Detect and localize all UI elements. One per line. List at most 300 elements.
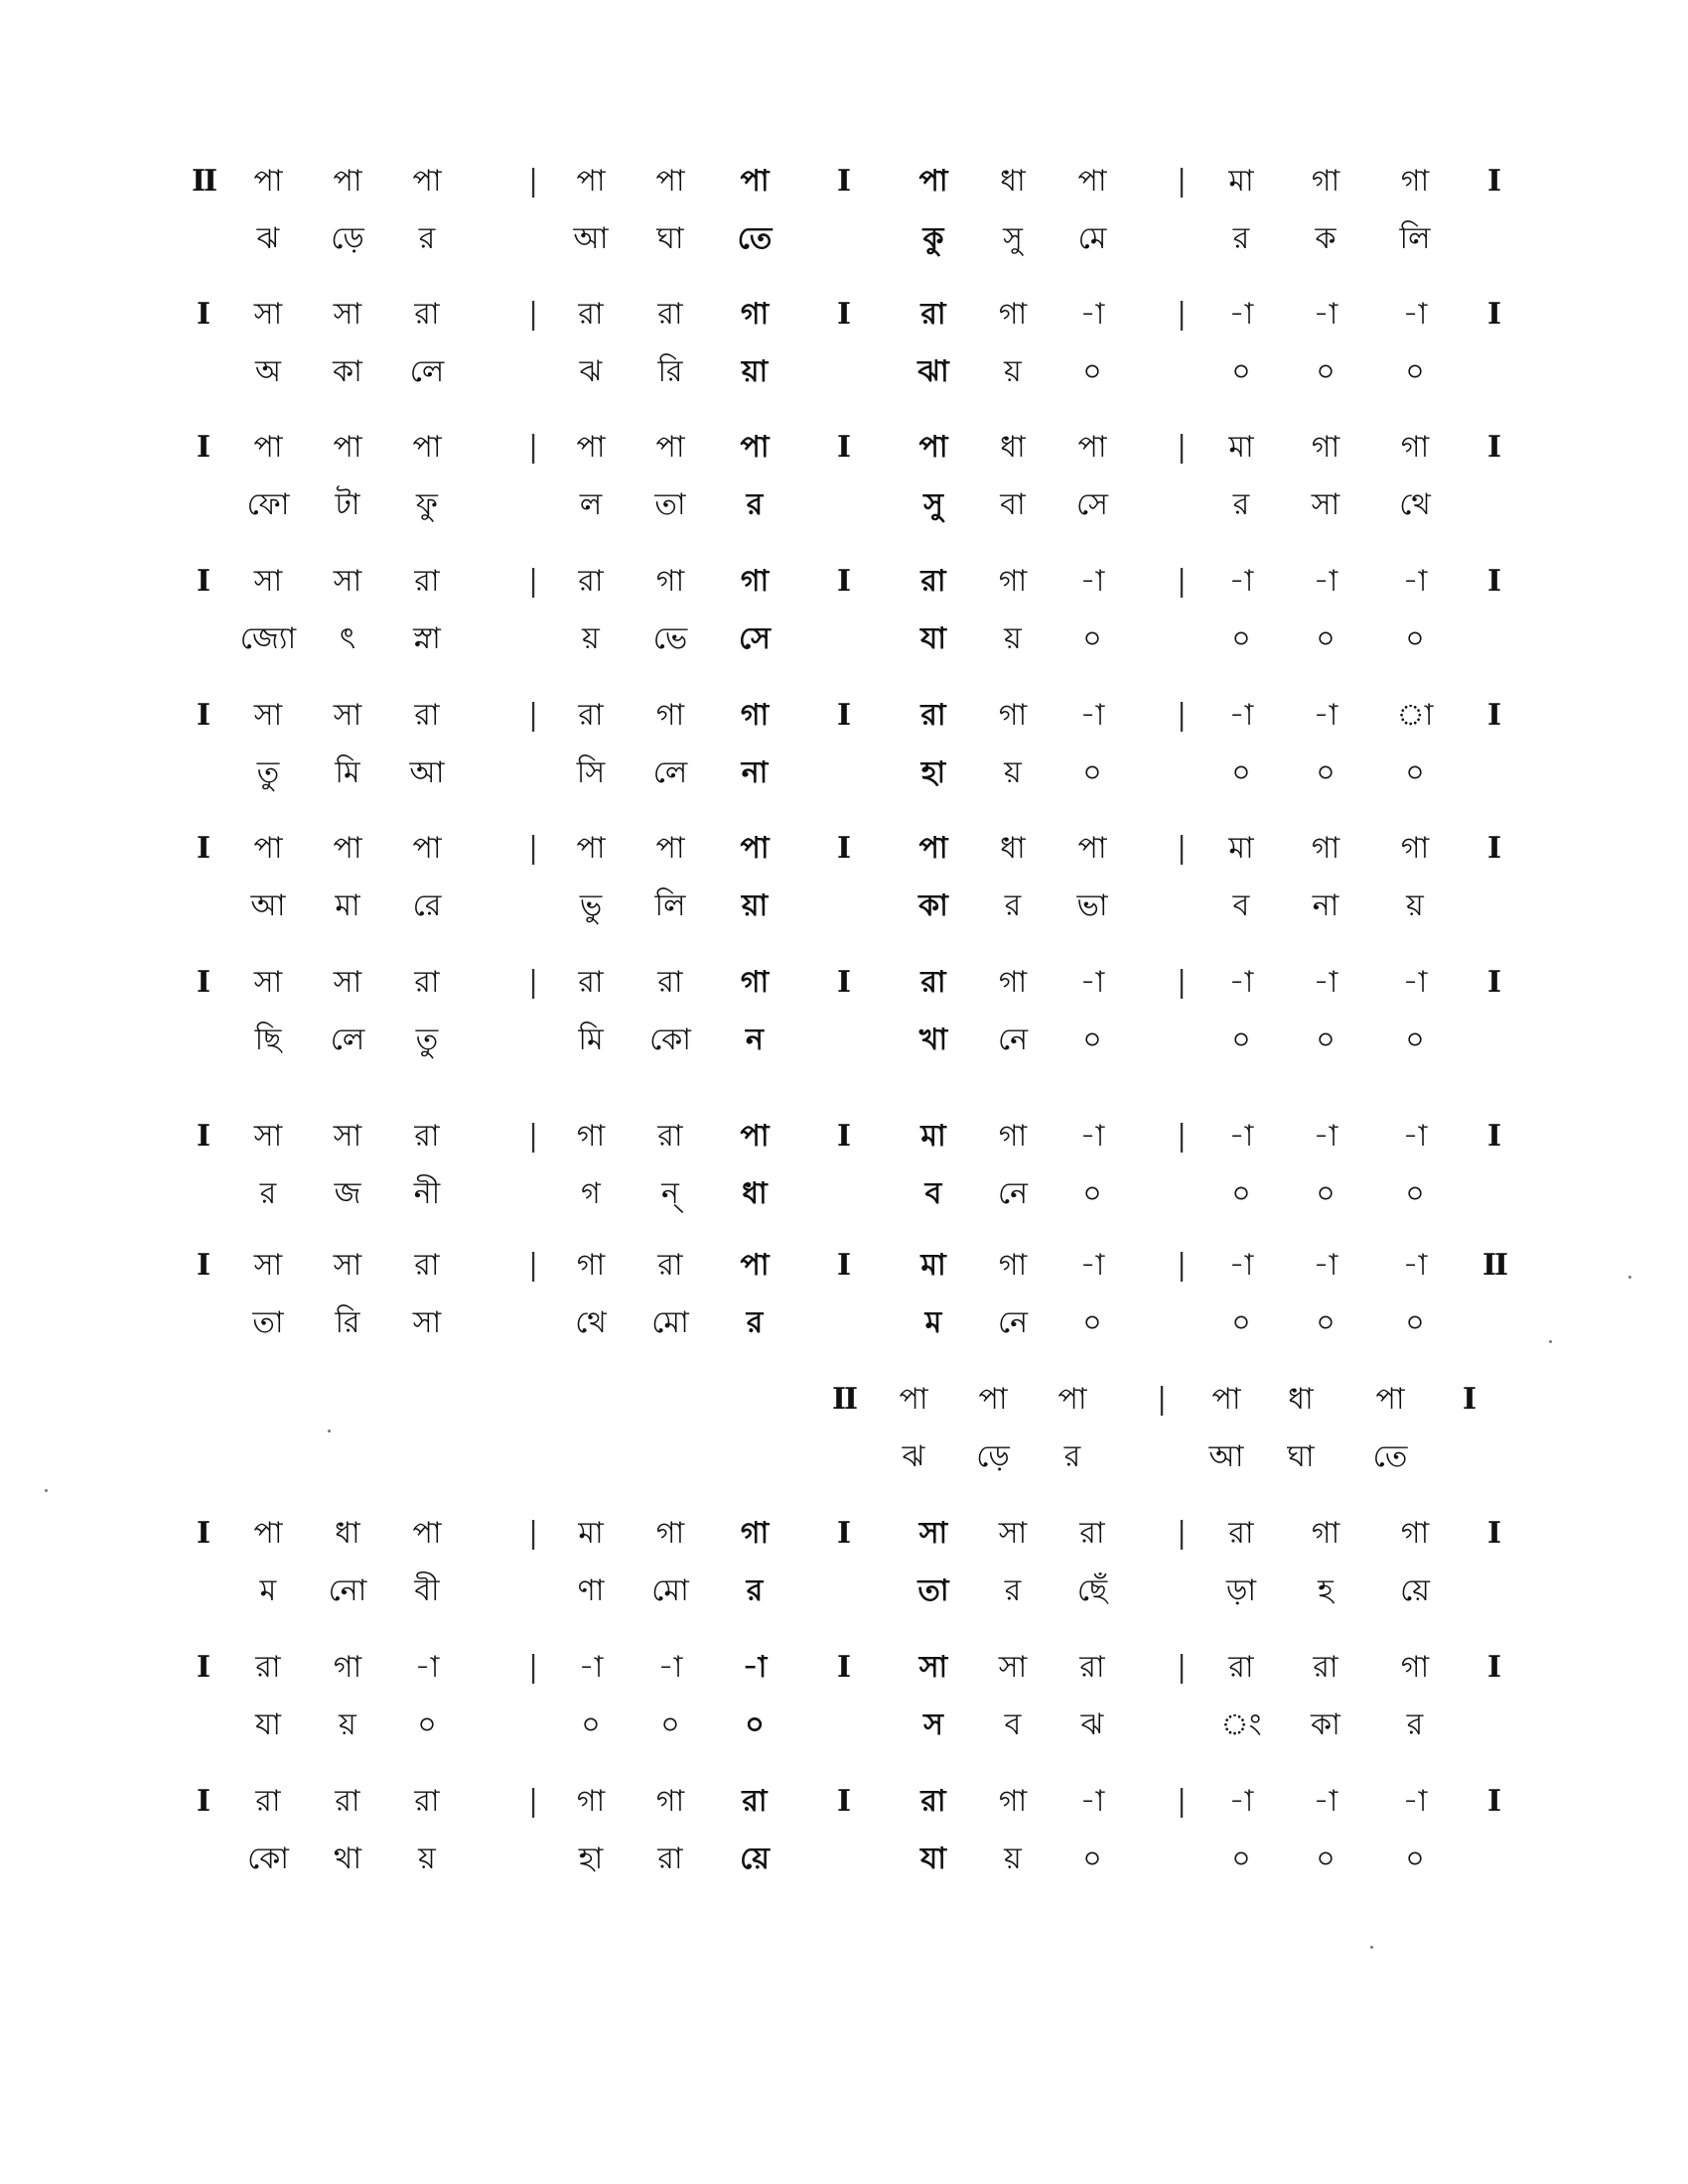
lyric-syllable: ঘা	[1287, 1439, 1315, 1474]
note-syllable: সা	[253, 965, 283, 1000]
lyric-syllable: সা	[1311, 487, 1340, 522]
note-syllable: গা	[1311, 1516, 1340, 1551]
note-syllable: গা	[1311, 164, 1340, 199]
lyric-syllable: ০	[1231, 1176, 1251, 1211]
lyric-syllable: সি	[576, 755, 606, 790]
division-mark: |	[1176, 164, 1188, 199]
lyric-syllable: মা	[335, 888, 360, 923]
section-mark: I	[836, 1784, 852, 1819]
section-mark: I	[836, 1248, 852, 1283]
note-syllable: -া	[1402, 1119, 1428, 1154]
note-syllable: পা	[576, 164, 606, 199]
lyric-syllable: ০	[1405, 1023, 1425, 1057]
note-syllable: পা	[740, 1248, 770, 1283]
note-syllable: -া	[1402, 1784, 1428, 1819]
lyric-syllable: ক	[1315, 221, 1336, 256]
note-syllable: পা	[918, 831, 948, 866]
lyric-syllable: ০	[1405, 755, 1425, 790]
note-syllable: সা	[253, 297, 283, 332]
note-syllable: মা	[920, 1119, 946, 1154]
note-syllable: -া	[1079, 297, 1105, 332]
lyric-syllable: ন্	[661, 1176, 679, 1211]
scan-speck	[45, 1489, 48, 1492]
lyric-syllable: স	[923, 1707, 943, 1742]
note-syllable: ধা	[1000, 164, 1026, 199]
note-syllable: গা	[998, 698, 1028, 733]
note-syllable: পা	[412, 1516, 442, 1551]
bar-line-close: I	[1486, 564, 1502, 599]
note-syllable: পা	[1057, 1382, 1087, 1417]
note-syllable: রা	[920, 564, 946, 599]
note-syllable: -া	[1313, 1119, 1338, 1154]
note-syllable: গা	[998, 965, 1028, 1000]
lyric-syllable: ০	[1231, 1842, 1251, 1876]
note-syllable: মা	[920, 1248, 946, 1283]
notation-line	[0, 1516, 1688, 1648]
note-syllable: -া	[1313, 965, 1338, 1000]
lyric-syllable: ০	[1231, 755, 1251, 790]
bar-line-close: I	[1486, 1650, 1502, 1685]
lyric-syllable: র	[1004, 888, 1022, 923]
notation-line	[0, 564, 1688, 696]
note-syllable: রা	[335, 1784, 360, 1819]
scan-speck	[1370, 1946, 1373, 1949]
note-syllable: রা	[414, 1248, 440, 1283]
note-syllable: রা	[742, 1784, 768, 1819]
note-syllable: গা	[1400, 831, 1430, 866]
notation-line	[0, 965, 1688, 1097]
scan-speck	[1628, 1276, 1631, 1279]
lyric-syllable: নে	[997, 1176, 1029, 1211]
note-syllable: -া	[1402, 965, 1428, 1000]
lyric-syllable: ভে	[652, 621, 688, 656]
lyric-syllable: য়	[1004, 621, 1022, 656]
notation-line	[0, 430, 1688, 562]
note-syllable: -া	[1313, 297, 1338, 332]
lyric-syllable: য়	[582, 621, 600, 656]
division-mark: |	[527, 965, 539, 1000]
lyric-syllable: রে	[412, 888, 442, 923]
division-mark: |	[1176, 1784, 1188, 1819]
note-syllable: সা	[253, 564, 283, 599]
lyric-syllable: রি	[335, 1305, 360, 1340]
lyric-syllable: যা	[255, 1707, 281, 1742]
lyric-syllable: আ	[409, 755, 445, 790]
notation-line	[0, 164, 1688, 296]
note-syllable: -া	[1079, 698, 1105, 733]
lyric-syllable: র	[1004, 1573, 1022, 1608]
note-syllable: রা	[920, 297, 946, 332]
note-syllable: সা	[253, 1119, 283, 1154]
note-syllable: পা	[333, 430, 362, 465]
division-mark: |	[1156, 1382, 1168, 1417]
note-syllable: -া	[1079, 1248, 1105, 1283]
note-syllable: -া	[1079, 1119, 1105, 1154]
note-syllable: গা	[655, 698, 685, 733]
note-syllable: সা	[253, 698, 283, 733]
lyric-syllable: তা	[654, 487, 686, 522]
lyric-syllable: ০	[1405, 1176, 1425, 1211]
note-syllable: -া	[1228, 564, 1254, 599]
note-syllable: -া	[1228, 1119, 1254, 1154]
note-syllable: রা	[657, 1119, 683, 1154]
note-syllable: -া	[1228, 297, 1254, 332]
lyric-syllable: না	[741, 755, 769, 790]
bar-line-close: II	[1481, 1248, 1507, 1283]
note-syllable: পা	[740, 430, 770, 465]
note-syllable: মা	[578, 1516, 604, 1551]
scan-speck	[1549, 1340, 1552, 1343]
note-syllable: পা	[740, 1119, 770, 1154]
lyric-syllable: ল	[579, 487, 603, 522]
note-syllable: পা	[655, 831, 685, 866]
bar-line-open: II	[191, 164, 216, 199]
lyric-syllable: কা	[918, 888, 948, 923]
lyric-syllable: ০	[1082, 1842, 1102, 1876]
lyric-syllable: সু	[923, 487, 943, 522]
notation-line	[0, 1650, 1688, 1782]
note-syllable: পা	[576, 831, 606, 866]
bar-line-close: I	[1486, 1119, 1502, 1154]
note-syllable: -া	[1313, 1248, 1338, 1283]
note-syllable: -া	[1402, 1248, 1428, 1283]
lyric-syllable: রা	[657, 1842, 683, 1876]
note-syllable: পা	[253, 430, 283, 465]
lyric-syllable: আ	[573, 221, 609, 256]
note-syllable: -া	[1228, 698, 1254, 733]
lyric-syllable: সা	[412, 1305, 442, 1340]
bar-line-close: I	[1486, 164, 1502, 199]
lyric-syllable: তে	[737, 221, 773, 256]
note-syllable: রা	[414, 1119, 440, 1154]
lyric-syllable: ০	[1082, 1023, 1102, 1057]
lyric-syllable: ০	[1082, 755, 1102, 790]
bar-line-close: I	[1486, 698, 1502, 733]
note-syllable: মা	[1228, 831, 1254, 866]
lyric-syllable: ০	[1316, 1176, 1336, 1211]
note-syllable: -া	[1313, 1784, 1338, 1819]
note-syllable: ধা	[1000, 831, 1026, 866]
note-syllable: পা	[253, 1516, 283, 1551]
lyric-syllable: ০	[1082, 1305, 1102, 1340]
note-syllable: গা	[655, 1784, 685, 1819]
lyric-syllable: নো	[328, 1573, 367, 1608]
note-syllable: গা	[1400, 1650, 1430, 1685]
lyric-syllable: রি	[657, 354, 683, 389]
division-mark: |	[1176, 564, 1188, 599]
bar-line-close: I	[1486, 831, 1502, 866]
note-syllable: রা	[1313, 1650, 1338, 1685]
note-syllable: পা	[1211, 1382, 1241, 1417]
note-syllable: -া	[1313, 564, 1338, 599]
lyric-syllable: ঝ	[579, 354, 603, 389]
note-syllable: রা	[1228, 1516, 1254, 1551]
division-mark: |	[1176, 430, 1188, 465]
note-syllable: পা	[918, 430, 948, 465]
division-mark: |	[527, 297, 539, 332]
note-syllable: -া	[1079, 564, 1105, 599]
bar-line-close: I	[1486, 297, 1502, 332]
lyric-syllable: য়া	[741, 888, 769, 923]
lyric-syllable: সে	[739, 621, 771, 656]
note-syllable: গা	[740, 965, 770, 1000]
lyric-syllable: ০	[1405, 1305, 1425, 1340]
lyric-syllable: ০	[1082, 354, 1102, 389]
lyric-syllable: র	[1406, 1707, 1424, 1742]
note-syllable: -া	[1402, 564, 1428, 599]
notation-line	[0, 1382, 1688, 1514]
note-syllable: রা	[657, 965, 683, 1000]
section-mark: I	[836, 831, 852, 866]
division-mark: |	[1176, 1119, 1188, 1154]
lyric-syllable: আ	[1208, 1439, 1244, 1474]
note-syllable: ধা	[1000, 430, 1026, 465]
note-syllable: গা	[998, 1248, 1028, 1283]
bar-line-open: I	[196, 831, 211, 866]
division-mark: |	[527, 1650, 539, 1685]
lyric-syllable: ফু	[416, 487, 438, 522]
lyric-syllable: ০	[1231, 1305, 1251, 1340]
lyric-syllable: তু	[415, 1023, 439, 1057]
lyric-syllable: থে	[1399, 487, 1431, 522]
lyric-syllable: ০	[1231, 1023, 1251, 1057]
note-syllable: গা	[1400, 1516, 1430, 1551]
division-mark: |	[527, 1119, 539, 1154]
lyric-syllable: নী	[413, 1176, 441, 1211]
lyric-syllable: নে	[997, 1305, 1029, 1340]
lyric-syllable: য়ে	[740, 1842, 770, 1876]
note-syllable: পা	[918, 164, 948, 199]
lyric-syllable: তা	[917, 1573, 949, 1608]
note-syllable: পা	[655, 430, 685, 465]
lyric-syllable: খা	[918, 1023, 948, 1057]
lyric-syllable: য়	[418, 1842, 436, 1876]
lyric-syllable: লে	[652, 755, 688, 790]
division-mark: |	[1176, 1248, 1188, 1283]
note-syllable: ধা	[335, 1516, 360, 1551]
notation-line	[0, 297, 1688, 429]
lyric-syllable: সে	[1076, 487, 1108, 522]
note-syllable: গা	[576, 1248, 606, 1283]
bar-line-open: I	[196, 1516, 211, 1551]
bar-line-close: I	[1486, 965, 1502, 1000]
lyric-syllable: ঝ	[902, 1439, 925, 1474]
lyric-syllable: ব	[1004, 1707, 1022, 1742]
note-syllable: রা	[920, 1784, 946, 1819]
lyric-syllable: মো	[651, 1573, 689, 1608]
note-syllable: গা	[1311, 430, 1340, 465]
lyric-syllable: ০	[660, 1707, 680, 1742]
lyric-syllable: থা	[333, 1842, 362, 1876]
lyric-syllable: য়ে	[1400, 1573, 1430, 1608]
lyric-syllable: মি	[578, 1023, 604, 1057]
note-syllable: গা	[740, 564, 770, 599]
lyric-syllable: য়	[339, 1707, 356, 1742]
lyric-syllable: ড়ে	[331, 221, 364, 256]
division-mark: |	[527, 698, 539, 733]
lyric-syllable: ফো	[246, 487, 290, 522]
bar-line-open: I	[196, 564, 211, 599]
division-mark: |	[1176, 1516, 1188, 1551]
lyric-syllable: লে	[330, 1023, 365, 1057]
lyric-syllable: তু	[256, 755, 280, 790]
note-syllable: রা	[255, 1650, 281, 1685]
bar-line-open: I	[196, 698, 211, 733]
lyric-syllable: ম	[259, 1573, 277, 1608]
lyric-syllable: র	[746, 1305, 764, 1340]
lyric-syllable: জ্যো	[239, 621, 297, 656]
section-mark: I	[836, 164, 852, 199]
note-syllable: রা	[255, 1784, 281, 1819]
lyric-syllable: স্না	[413, 621, 441, 656]
note-syllable: গা	[740, 297, 770, 332]
note-syllable: পা	[1375, 1382, 1405, 1417]
note-syllable: রা	[578, 297, 604, 332]
note-syllable: রা	[657, 1248, 683, 1283]
note-syllable: রা	[578, 698, 604, 733]
lyric-syllable: ধা	[742, 1176, 768, 1211]
notation-line	[0, 1248, 1688, 1380]
lyric-syllable: র	[1063, 1439, 1081, 1474]
note-syllable: সা	[333, 698, 362, 733]
note-syllable: -া	[578, 1650, 604, 1685]
note-syllable: গা	[1400, 430, 1430, 465]
lyric-syllable: ০	[745, 1707, 765, 1742]
lyric-syllable: ঝা	[917, 354, 949, 389]
section-mark: I	[836, 564, 852, 599]
lyric-syllable: কা	[1311, 1707, 1340, 1742]
bar-line-close: I	[1486, 1516, 1502, 1551]
note-syllable: গা	[740, 698, 770, 733]
lyric-syllable: মে	[1077, 221, 1107, 256]
bar-line-close: I	[1486, 430, 1502, 465]
notation-line	[0, 1119, 1688, 1251]
lyric-syllable: ০	[1316, 621, 1336, 656]
lyric-syllable: না	[1312, 888, 1339, 923]
note-syllable: গা	[576, 1784, 606, 1819]
lyric-syllable: ০	[1231, 621, 1251, 656]
lyric-syllable: য়	[1406, 888, 1424, 923]
lyric-syllable: ছেঁ	[1076, 1573, 1108, 1608]
lyric-syllable: তে	[1372, 1439, 1408, 1474]
lyric-syllable: র	[746, 1573, 764, 1608]
lyric-syllable: বী	[414, 1573, 440, 1608]
division-mark: |	[1176, 1650, 1188, 1685]
note-syllable: রা	[1079, 1516, 1105, 1551]
note-syllable: পা	[978, 1382, 1008, 1417]
lyric-syllable: লি	[1399, 221, 1431, 256]
note-syllable: -া	[1079, 1784, 1105, 1819]
note-syllable: রা	[920, 698, 946, 733]
division-mark: |	[527, 831, 539, 866]
note-syllable: গা	[655, 564, 685, 599]
division-mark: |	[1176, 698, 1188, 733]
note-syllable: পা	[655, 164, 685, 199]
lyric-syllable: লে	[409, 354, 445, 389]
lyric-syllable: ০	[1082, 1176, 1102, 1211]
lyric-syllable: হা	[578, 1842, 604, 1876]
lyric-syllable: জ	[334, 1176, 361, 1211]
note-syllable: ধা	[1288, 1382, 1314, 1417]
note-syllable: পা	[740, 831, 770, 866]
lyric-syllable: ৎ	[339, 621, 356, 656]
lyric-syllable: কু	[922, 221, 944, 256]
note-syllable: সা	[333, 564, 362, 599]
lyric-syllable: মো	[651, 1305, 689, 1340]
lyric-syllable: ভা	[1076, 888, 1108, 923]
division-mark: |	[1176, 297, 1188, 332]
note-syllable: পা	[899, 1382, 928, 1417]
lyric-syllable: র	[418, 221, 436, 256]
lyric-syllable: ০	[417, 1707, 437, 1742]
note-syllable: রা	[414, 564, 440, 599]
lyric-syllable: ড়া	[1225, 1573, 1257, 1608]
note-syllable: গা	[1400, 164, 1430, 199]
note-syllable: গা	[998, 1119, 1028, 1154]
lyric-syllable: বা	[1000, 487, 1026, 522]
division-mark: |	[527, 1516, 539, 1551]
bar-line-open: I	[196, 1119, 211, 1154]
note-syllable: গা	[1311, 831, 1340, 866]
section-mark: I	[836, 1119, 852, 1154]
note-syllable: পা	[412, 831, 442, 866]
notation-line	[0, 698, 1688, 830]
note-syllable: সা	[998, 1516, 1028, 1551]
bar-line-open: I	[196, 430, 211, 465]
lyric-syllable: ০	[1316, 1023, 1336, 1057]
scan-speck	[328, 1430, 331, 1433]
lyric-syllable: আ	[250, 888, 286, 923]
division-mark: |	[527, 564, 539, 599]
lyric-syllable: র	[1232, 487, 1250, 522]
lyric-syllable: য়	[1004, 354, 1022, 389]
bar-line-close: I	[1462, 1382, 1477, 1417]
lyric-syllable: গ	[581, 1176, 601, 1211]
note-syllable: -া	[657, 1650, 683, 1685]
note-syllable: -া	[1228, 1248, 1254, 1283]
lyric-syllable: অ	[255, 354, 281, 389]
bar-line-open: I	[196, 1248, 211, 1283]
division-mark: |	[527, 1248, 539, 1283]
lyric-syllable: ০	[1082, 621, 1102, 656]
lyric-syllable: ০	[1316, 1842, 1336, 1876]
note-syllable: পা	[412, 430, 442, 465]
note-syllable: রা	[414, 698, 440, 733]
note-syllable: মা	[1228, 430, 1254, 465]
note-syllable: রা	[578, 564, 604, 599]
note-syllable: -া	[1313, 698, 1338, 733]
note-syllable: া	[1396, 698, 1434, 733]
division-mark: |	[527, 164, 539, 199]
note-syllable: গা	[998, 297, 1028, 332]
section-mark: I	[836, 430, 852, 465]
lyric-syllable: য়া	[741, 354, 769, 389]
note-syllable: পা	[253, 164, 283, 199]
lyric-syllable: ং	[1220, 1707, 1262, 1742]
note-syllable: গা	[740, 1516, 770, 1551]
lyric-syllable: ০	[1316, 1305, 1336, 1340]
lyric-syllable: ব	[924, 1176, 942, 1211]
note-syllable: সা	[333, 1248, 362, 1283]
lyric-syllable: ০	[1316, 755, 1336, 790]
bar-line-open: I	[196, 1650, 211, 1685]
note-syllable: মা	[1228, 164, 1254, 199]
note-syllable: সা	[253, 1248, 283, 1283]
note-syllable: পা	[1077, 430, 1107, 465]
lyric-syllable: ০	[1405, 1842, 1425, 1876]
lyric-syllable: ছি	[254, 1023, 282, 1057]
lyric-syllable: ন	[746, 1023, 764, 1057]
